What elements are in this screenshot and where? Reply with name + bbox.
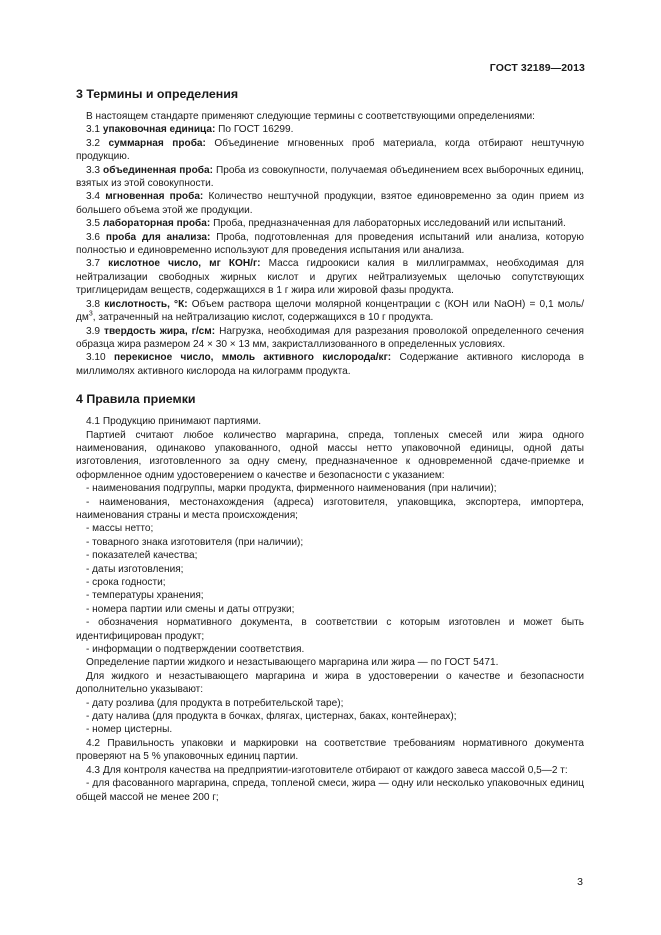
term-name: объединенная проба: (103, 164, 213, 176)
paragraph-4-3: 4.3 Для контроля качества на предприятии-изготовителе отбирают от каждого завеса массой 0,5—2 т: (86, 764, 568, 776)
term-definition: Объединение мгновенных проб материала, когда отбирают нештучную продукцию. (76, 137, 585, 163)
paragraph-batch-definition: Партией считают любое количество маргарина, спреда, топленых смесей или жира одного наименования, одинаково упакованного, одной массы нетто упаковочной единицы, одной даты изготовления, изготовленного за одну смену, предназначенное к одновременной сдаче-приемке и оформленное одним удостоверением о качестве и безопасности с указанием: (76, 429, 584, 481)
list-item: - даты изготовления; (86, 563, 184, 575)
term-name: кислотность, °К: (104, 298, 188, 310)
term-number: 3.2 (86, 137, 101, 149)
term-number: 3.7 (86, 258, 101, 270)
term-item (76, 257, 584, 297)
terms-list (76, 123, 584, 378)
section-3-title: 3 Термины и определения (76, 87, 239, 101)
list-item: - для фасованного маргарина, спреда, топленой смеси, жира — одну или несколько упаковочных единиц общей массой не менее 200 г; (76, 778, 584, 803)
term-number: 3.6 (86, 231, 101, 243)
paragraph-liquid-batch: Определение партии жидкого и незастывающего маргарина или жира — по ГОСТ 5471. (86, 657, 499, 669)
term-definition: Проба из совокупности, получаемая объединением всех выборочных единиц, взятых из этой совокупности. (76, 164, 584, 190)
list-item: - показателей качества; (86, 550, 198, 562)
paragraph-4-1: 4.1 Продукцию принимают партиями. (86, 416, 262, 428)
list-item: - обозначения нормативного документа, в соответствии с которым изготовлен и может быть идентифицирован продукт; (76, 617, 584, 642)
term-definition: Нагрузка, необходимая для разрезания проволокой определенного сечения образца жира размером 24 × 30 × 13 мм, закристаллизованного в определенных условиях. (76, 325, 585, 350)
section-3-intro: В настоящем стандарте применяют следующие термины с соответствующими определениями: (86, 111, 535, 122)
term-item (76, 231, 584, 258)
list-item: - номер цистерны. (86, 724, 173, 736)
term-definition: Содержание активного кислорода в миллимолях активного кислорода на килограмм продукта. (76, 352, 584, 377)
term-name: проба для анализа: (105, 231, 211, 243)
list-item: - наименования, местонахождения (адреса) изготовителя, упаковщика, экспортера, импортера, наименования страны и места происхождения; (76, 496, 584, 521)
term-definition: Масса гидроокиси калия в миллиграммах, необходимая для нейтрализации свободных жирных кислот и других нейтрализуемых щелочью сопутствующих триглицеридам веществ, содержащихся в 1 г жира или жировой фазы продукта. (76, 258, 584, 297)
term-number: 3.1 (86, 124, 101, 136)
term-number: 3.5 (86, 218, 101, 230)
term-item (76, 137, 584, 164)
term-item (76, 325, 584, 352)
list-item: - срока годности; (86, 577, 166, 588)
term-definition: Проба, подготовленная для проведения испытаний или анализа, которую полностью и единовременно используют для проведения испытания или анализа. (76, 231, 584, 257)
term-item (76, 190, 584, 217)
term-name: мгновенная проба: (105, 191, 204, 203)
paragraph-4-2: 4.2 Правильность упаковки и маркировки на соответствие требованиям нормативного документа проверяют на 5 % упаковочных единиц партии. (76, 737, 584, 763)
term-number: 3.8 (86, 298, 101, 310)
list-item: - информации о подтверждении соответствия. (86, 644, 305, 656)
paragraph-liquid-certificate: Для жидкого и незастывающего маргарина и жира в удостоверении о качестве и безопасности дополнительно указывают: (76, 670, 584, 696)
list-item: - дату налива (для продукта в бочках, флягах, цистернах, баках, контейнерах); (86, 711, 457, 723)
list-item: - товарного знака изготовителя (при наличии); (86, 536, 304, 548)
list-item: - номера партии или смены и даты отгрузки; (86, 603, 295, 615)
term-item (76, 298, 584, 325)
term-item (76, 123, 584, 136)
section-4-title: 4 Правила приемки (76, 392, 196, 407)
term-definition-tail: , затраченный на нейтрализацию кислот, содержащихся в 10 г продукта. (92, 312, 434, 324)
term-definition-superscript: 3 (88, 310, 93, 318)
term-definition: Проба, предназначенная для лабораторных исследований или испытаний. (213, 218, 566, 230)
term-item (76, 217, 584, 230)
batch-attributes-list (76, 482, 584, 656)
sampling-list (76, 777, 584, 804)
list-item: - массы нетто; (86, 523, 154, 535)
term-name: лабораторная проба: (102, 218, 211, 230)
list-item: - наименования подгруппы, марки продукта, фирменного наименования (при наличии); (86, 483, 497, 495)
term-name: суммарная проба: (108, 137, 206, 149)
term-item (76, 351, 584, 378)
term-name: перекисное число, ммоль активного кислорода/кг: (113, 352, 392, 364)
term-number: 3.10 (86, 352, 106, 364)
page-number: 3 (577, 876, 583, 888)
term-name: твердость жира, г/см: (104, 325, 216, 337)
term-item (76, 164, 584, 191)
list-item: - дату розлива (для продукта в потребительской таре); (86, 697, 344, 709)
term-definition: Объем раствора щелочи молярной концентрации с (КОН или NaOH) = 0,1 моль/дм (76, 298, 584, 324)
term-definition: Количество нештучной продукции, взятое единовременно за один прием из большего объема этой же продукции. (76, 191, 585, 216)
term-name: кислотное число, мг КОН/г: (108, 258, 261, 270)
term-number: 3.9 (86, 325, 101, 337)
term-definition: По ГОСТ 16299. (218, 124, 294, 136)
term-name: упаковочная единица: (102, 124, 216, 136)
liquid-attributes-list (76, 697, 584, 737)
page-content (76, 86, 584, 804)
document-id: ГОСТ 32189—2013 (489, 62, 585, 74)
list-item: - температуры хранения; (86, 590, 204, 602)
term-number: 3.3 (86, 164, 101, 176)
term-number: 3.4 (86, 191, 101, 203)
